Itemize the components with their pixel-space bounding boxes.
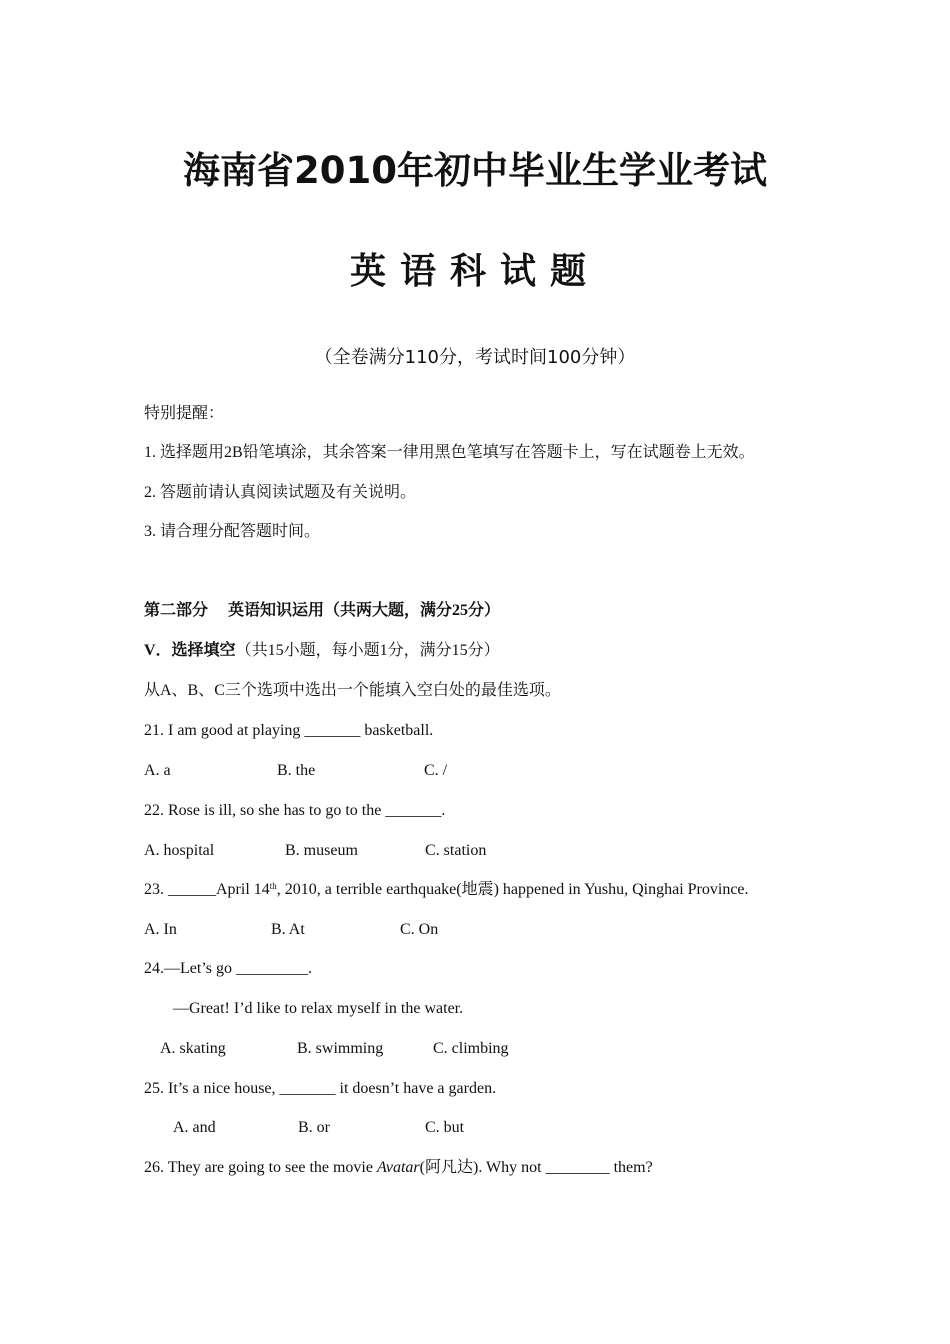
question-22: 22. Rose is ill, so she has to go to the _______. <box>144 802 446 819</box>
notice-item-1: 1. 选择题用2B铅笔填涂，其余答案一律用黑色笔填写在答题卡上，写在试题卷上无效。 <box>144 444 755 461</box>
q22-option-a: A. hospital <box>144 842 215 859</box>
exam-title: 海南省2010年初中毕业生学业考试 <box>183 149 767 192</box>
q22-option-c: C. station <box>425 842 487 859</box>
question-25: 25. It’s a nice house, _______ it doesn’t have a garden. <box>144 1080 497 1097</box>
section-info: （共15小题，每小题1分，满分15分） <box>235 642 500 659</box>
q26-stem-post: (阿凡达). Why not ________ them? <box>419 1159 653 1176</box>
subject-title: 英语科试题 <box>349 251 600 292</box>
q25-option-a: A. and <box>173 1119 216 1136</box>
q25-option-b: B. or <box>298 1119 330 1136</box>
section-title: V．选择填空 <box>144 642 236 659</box>
q26-stem-pre: 26. They are going to see the movie <box>144 1159 377 1176</box>
q25-option-c: C. but <box>425 1119 465 1136</box>
q21-option-c: C. / <box>424 762 448 779</box>
q23-stem-sup: th <box>269 881 277 891</box>
q26-stem-italic: Avatar <box>376 1159 420 1176</box>
q21-option-a: A. a <box>144 762 171 779</box>
q23-stem-pre: 23. ______April 14 <box>144 881 270 898</box>
question-24: 24.—Let’s go _________. <box>144 960 312 977</box>
question-21: 21. I am good at playing _______ basketball. <box>144 722 434 739</box>
q22-option-b: B. museum <box>285 842 358 859</box>
q23-option-a: A. In <box>144 921 177 938</box>
notice-item-3: 3. 请合理分配答题时间。 <box>144 523 321 540</box>
q23-option-b: B. At <box>271 921 305 938</box>
notice-item-2: 2. 答题前请认真阅读试题及有关说明。 <box>144 484 417 501</box>
exam-info: （全卷满分110分，考试时间100分钟） <box>314 347 636 368</box>
q21-option-b: B. the <box>277 762 316 779</box>
section-heading <box>144 641 500 661</box>
q23-stem-post: , 2010, a terrible earthquake(地震) happened in Yushu, Qinghai Province. <box>276 881 749 898</box>
notice-heading: 特别提醒： <box>144 405 225 422</box>
question-23 <box>144 880 749 900</box>
q24-option-a: A. skating <box>160 1040 226 1057</box>
instruction: 从A、B、C三个选项中选出一个能填入空白处的最佳选项。 <box>144 682 561 699</box>
q24-reply: —Great! I’d like to relax myself in the water. <box>173 1000 464 1017</box>
q24-option-c: C. climbing <box>433 1040 509 1057</box>
q23-option-c: C. On <box>400 921 439 938</box>
q24-option-b: B. swimming <box>297 1040 384 1057</box>
question-26 <box>144 1158 653 1178</box>
part-heading: 第二部分 英语知识运用（共两大题，满分25分） <box>144 602 501 619</box>
